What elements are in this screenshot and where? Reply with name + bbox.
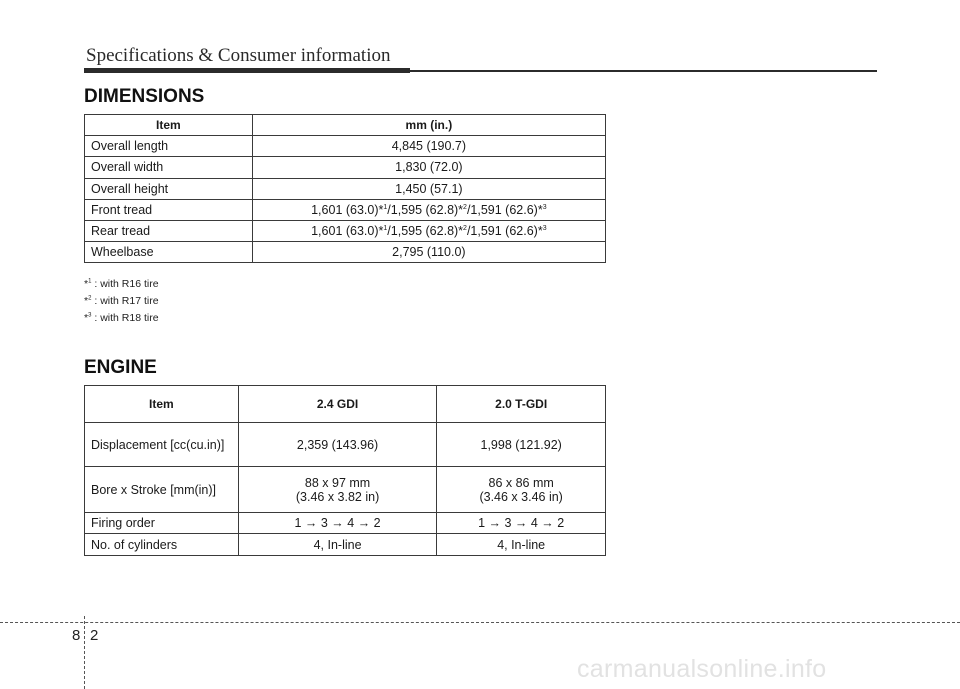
row-value: 4, In-line — [238, 534, 437, 556]
row-label: Front tread — [85, 199, 253, 220]
column-header-item: Item — [85, 115, 253, 136]
row-value: 1 → 3 → 4 → 2 — [238, 513, 437, 534]
table-row — [85, 178, 606, 199]
watermark: carmanualsonline.info — [577, 655, 827, 683]
table-row — [85, 136, 606, 157]
row-value: 1,450 (57.1) — [252, 178, 605, 199]
footnote-3: *$^3$ : with R18 tire — [84, 312, 159, 324]
column-header-gdi: 2.4 GDI — [238, 386, 437, 423]
table-header-row — [85, 115, 606, 136]
row-label: Overall height — [85, 178, 253, 199]
row-value: 1,601 (63.0)*$^1$/1,595 (62.8)*$^2$/1,591 (62.6)*$^3$ — [252, 199, 605, 220]
column-header-item: Item — [85, 386, 239, 423]
dimensions-table — [84, 114, 606, 263]
row-label: Overall length — [85, 136, 253, 157]
engine-table — [84, 385, 606, 556]
row-label: No. of cylinders — [85, 534, 239, 556]
page-header-title: Specifications & Consumer information — [86, 45, 391, 66]
header-rule-thin — [410, 70, 877, 72]
row-value: 1,601 (63.0)*$^1$/1,595 (62.8)*$^2$/1,591 (62.6)*$^3$ — [252, 220, 605, 241]
engine-title: ENGINE — [84, 357, 157, 378]
row-label: Bore x Stroke [mm(in)] — [85, 467, 239, 513]
footer-vertical-divider — [84, 616, 85, 689]
table-row — [85, 423, 606, 467]
row-value: 88 x 97 mm (3.46 x 3.82 in) — [238, 467, 437, 513]
row-value: 2,359 (143.96) — [238, 423, 437, 467]
table-row — [85, 242, 606, 263]
table-row — [85, 534, 606, 556]
footnote-1: *$^1$ : with R16 tire — [84, 278, 159, 290]
table-row — [85, 199, 606, 220]
table-row — [85, 157, 606, 178]
page-section-number: 8 — [72, 627, 81, 644]
row-value: 1,830 (72.0) — [252, 157, 605, 178]
row-value: 1,998 (121.92) — [437, 423, 606, 467]
footer-divider — [0, 622, 960, 623]
column-header-mm: mm (in.) — [252, 115, 605, 136]
table-row — [85, 467, 606, 513]
row-label: Overall width — [85, 157, 253, 178]
table-row — [85, 513, 606, 534]
page-number: 2 — [90, 627, 99, 644]
row-label: Firing order — [85, 513, 239, 534]
row-value: 1 → 3 → 4 → 2 — [437, 513, 606, 534]
row-value: 86 x 86 mm (3.46 x 3.46 in) — [437, 467, 606, 513]
row-label: Wheelbase — [85, 242, 253, 263]
dimensions-title: DIMENSIONS — [84, 86, 205, 107]
row-value: 4, In-line — [437, 534, 606, 556]
row-label: Displacement [cc(cu.in)] — [85, 423, 239, 467]
table-header-row — [85, 386, 606, 423]
row-value: 4,845 (190.7) — [252, 136, 605, 157]
footnote-2: *$^2$ : with R17 tire — [84, 295, 159, 307]
row-label: Rear tread — [85, 220, 253, 241]
table-row — [85, 220, 606, 241]
header-rule-thick — [84, 68, 410, 73]
row-value: 2,795 (110.0) — [252, 242, 605, 263]
column-header-tgdi: 2.0 T-GDI — [437, 386, 606, 423]
